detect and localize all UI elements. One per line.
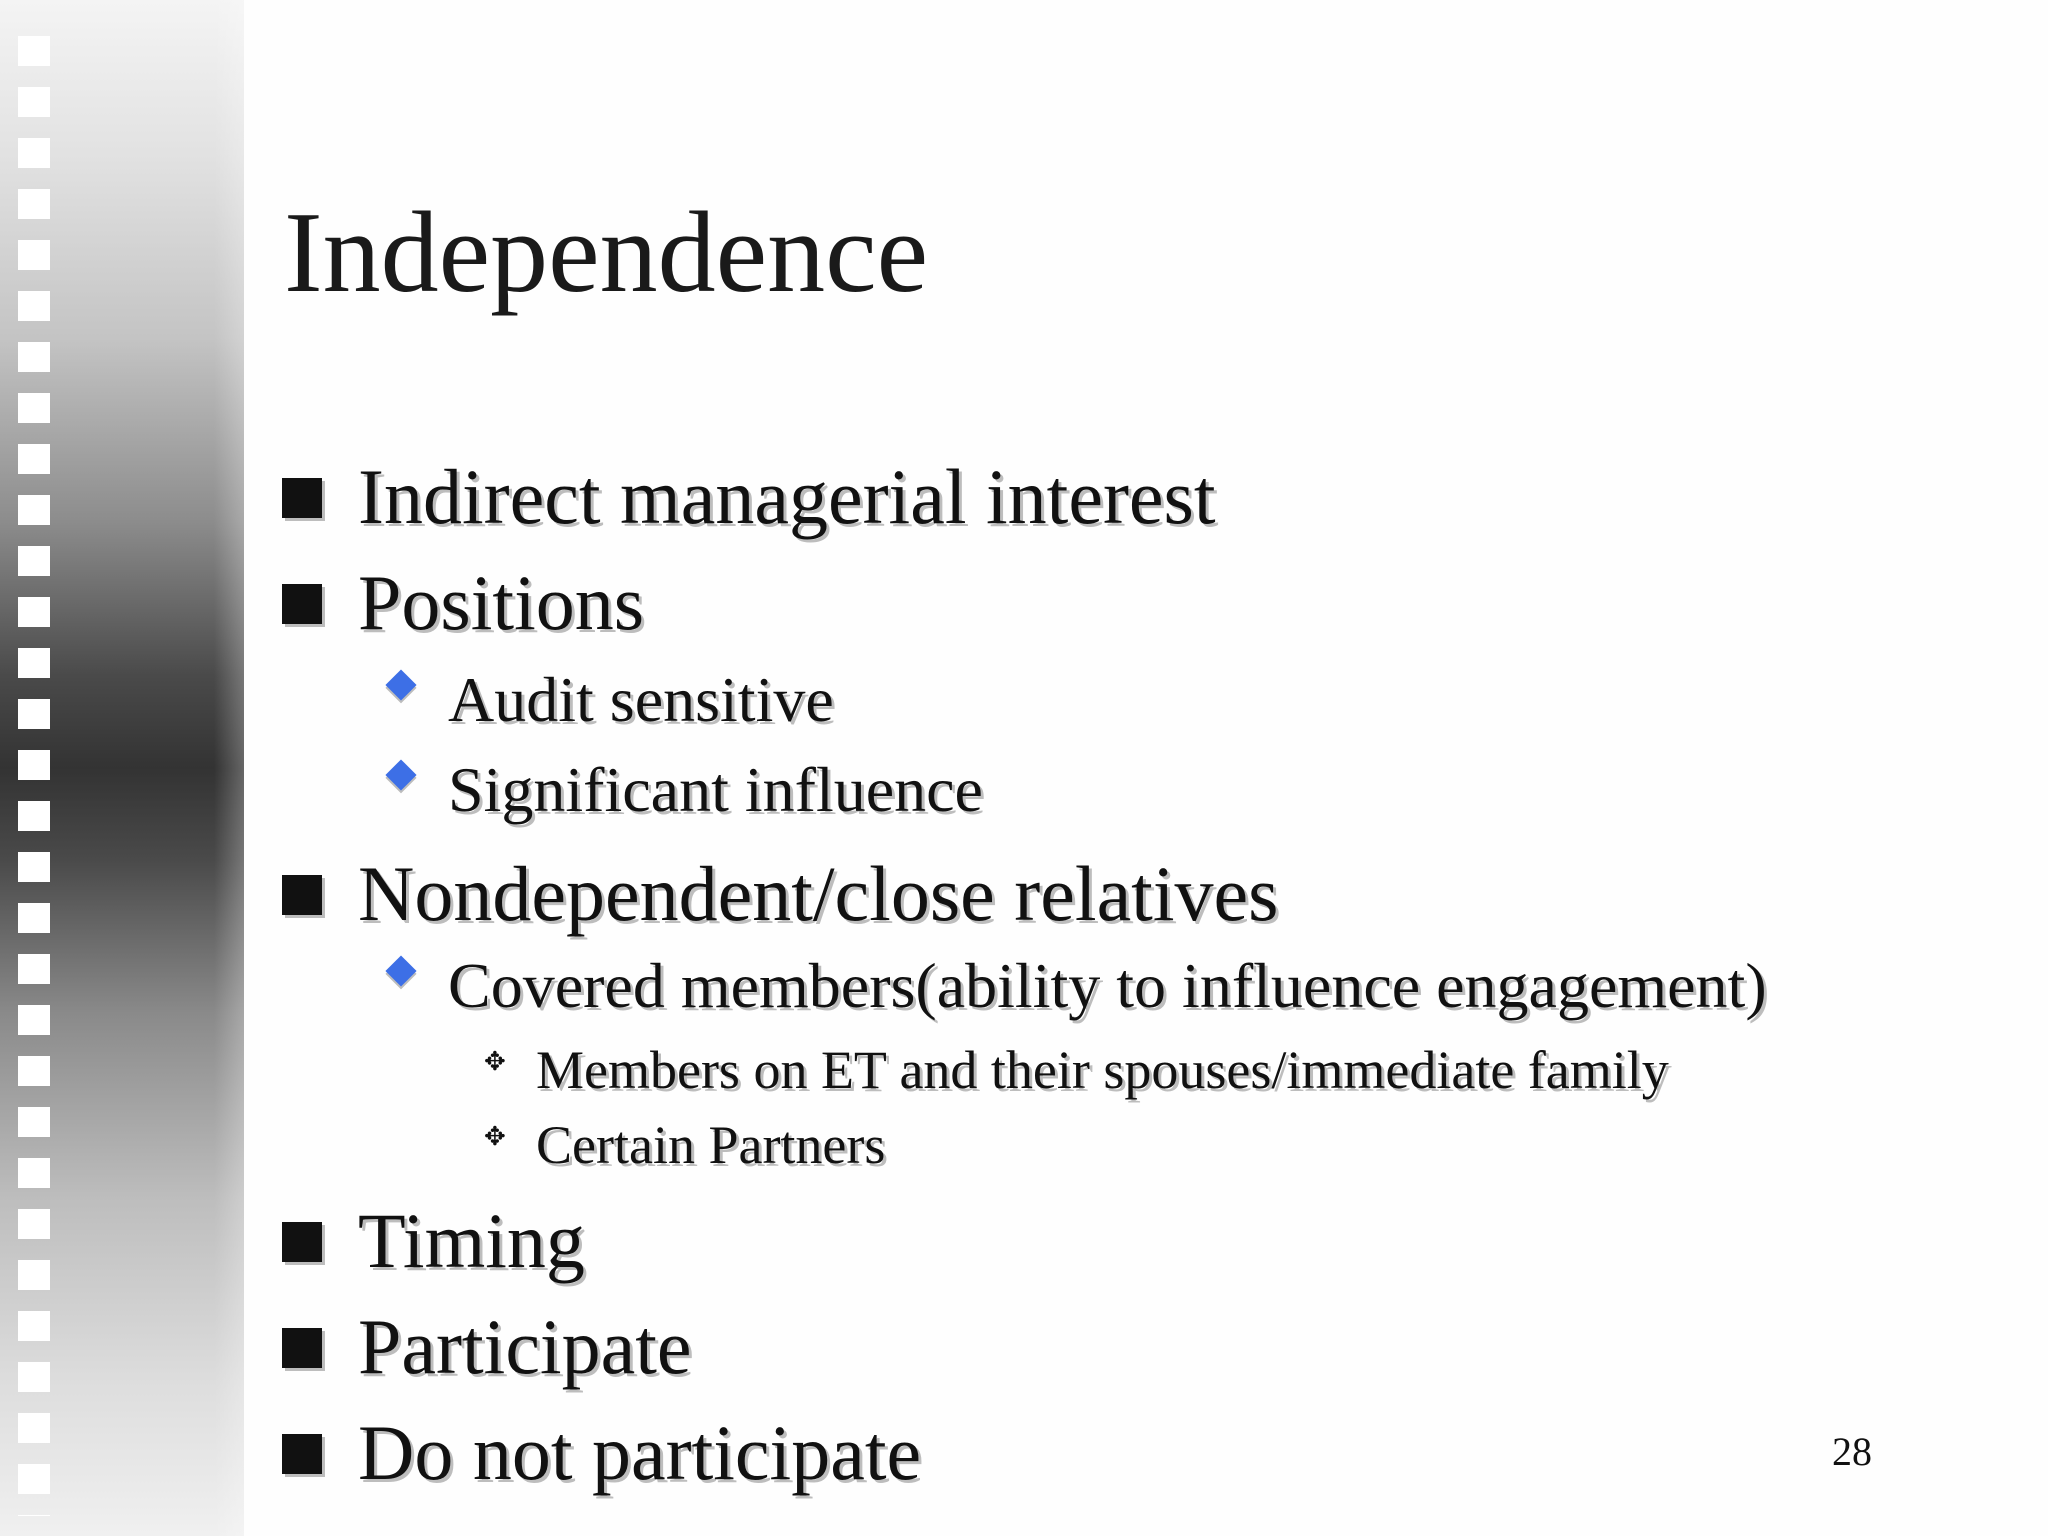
page-number: 28: [1832, 1429, 1872, 1474]
star-bullet-icon: ✥: [484, 1122, 506, 1152]
bullet-text: Timing: [358, 1197, 585, 1284]
bullet-text: Do not participate: [358, 1409, 922, 1496]
bullet-text: Certain Partners: [536, 1115, 886, 1175]
star-bullet-icon: ✥: [484, 1047, 506, 1077]
bullet-text: Members on ET and their spouses/immediate family: [536, 1040, 1669, 1100]
slide-title: Independence: [284, 189, 929, 317]
square-bullet-icon: [282, 478, 322, 518]
diamond-bullet-icon: [385, 759, 416, 790]
bullet-text: Positions: [358, 559, 645, 646]
square-bullet-icon: [282, 1222, 322, 1262]
diamond-bullet-icon: [385, 955, 416, 986]
bullet-text: Nondependent/close relatives: [358, 850, 1279, 937]
diamond-bullet-icon: [385, 669, 416, 700]
square-bullet-icon: [282, 875, 322, 915]
square-bullet-icon: [282, 1434, 322, 1474]
decorative-side-band: [0, 0, 244, 1536]
bullet-text: Participate: [358, 1303, 692, 1390]
film-perforations: [18, 36, 50, 1516]
square-bullet-icon: [282, 1328, 322, 1368]
square-bullet-icon: [282, 584, 322, 624]
bullet-text: Indirect managerial interest: [358, 453, 1216, 540]
bullet-text: Audit sensitive: [448, 664, 834, 735]
bullet-text: Significant influence: [448, 754, 983, 825]
bullet-text: Covered members(ability to influence engagement): [448, 950, 1767, 1021]
